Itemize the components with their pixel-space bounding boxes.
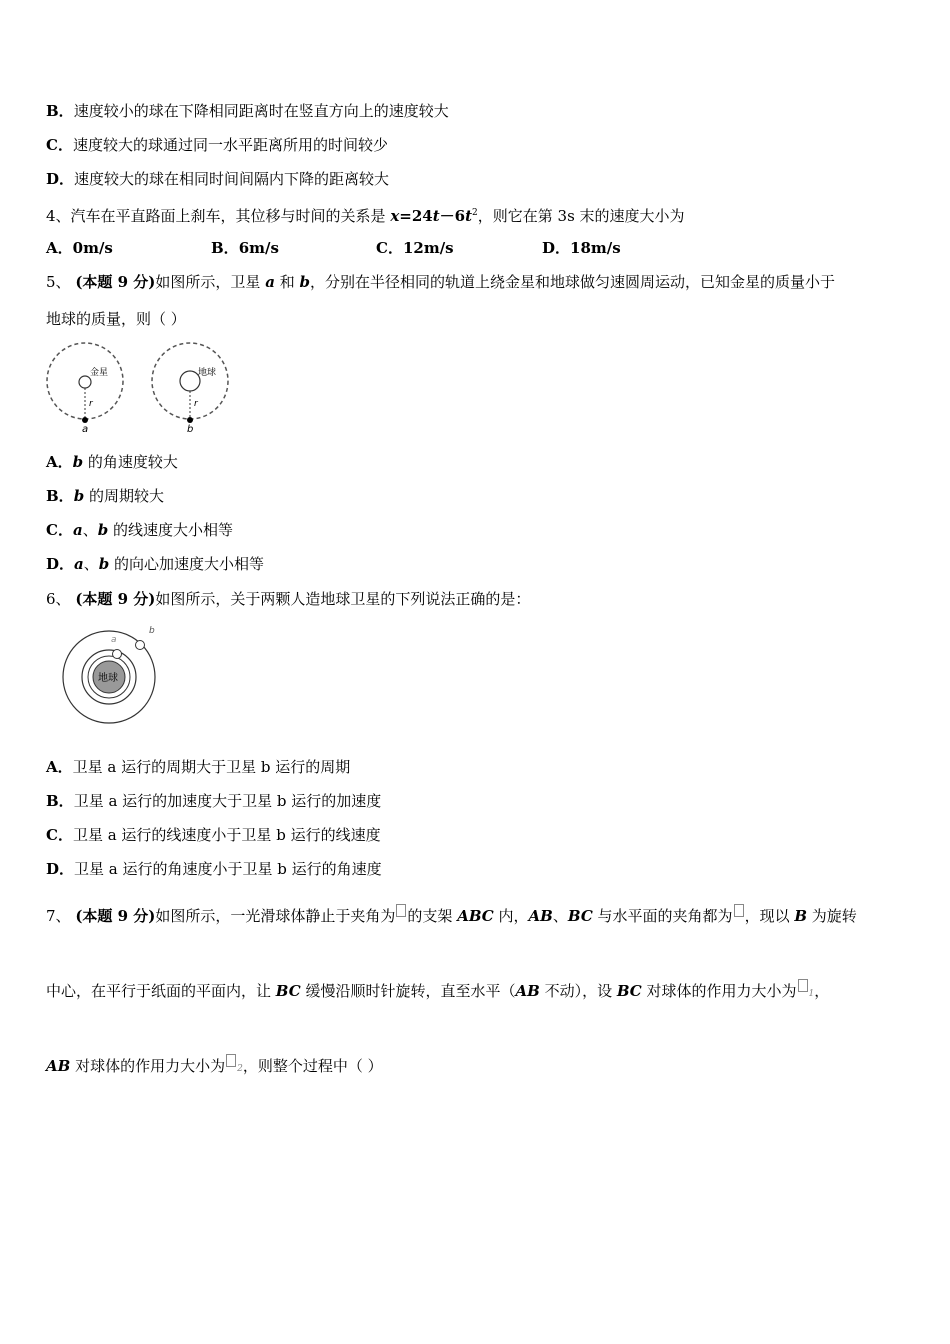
option-label: D． [46, 555, 75, 573]
var-a: a [265, 273, 275, 291]
var-a: a [74, 555, 84, 573]
missing-symbol-icon [798, 979, 808, 992]
option-text: 18m/s [570, 239, 621, 257]
var-ab: AB [46, 1057, 71, 1075]
var-b: B [794, 907, 808, 925]
q6-option-c [46, 824, 381, 846]
stem-text: 不动），设 [539, 982, 617, 1000]
option-label: B． [46, 487, 74, 505]
stem-text: 4、汽车在平直路面上刹车，其位移与时间的关系是 [46, 207, 391, 225]
formula-sup: 2 [472, 208, 478, 218]
var-b: b [98, 555, 110, 573]
q4-option-d [542, 237, 621, 259]
earth-planet [180, 371, 200, 391]
q5-option-a [46, 451, 178, 473]
stem-text: 与水平面的夹角都为 [592, 907, 733, 925]
q3-option-c [46, 134, 388, 156]
question-number: 6、 [46, 590, 71, 608]
var-b: b [73, 487, 85, 505]
stem-text: 如图所示，关于两颗人造地球卫星的下列说法正确的是： [155, 590, 531, 608]
venus-label: 金星 [90, 368, 109, 378]
option-text: 速度较大的球通过同一水平距离所用的时间较少 [72, 136, 388, 154]
option-text: 卫星 a 运行的角速度小于卫星 b 运行的角速度 [74, 860, 382, 878]
formula-part: =24 [399, 207, 433, 225]
satellite-b [187, 417, 193, 423]
missing-symbol-icon [396, 904, 406, 917]
option-text: 速度较大的球在相同时间间隔内下降的距离较大 [74, 170, 390, 188]
separator: 、 [83, 555, 99, 573]
stem-text: 和 [274, 273, 300, 291]
option-label: B． [46, 792, 74, 810]
q6-figure [58, 622, 168, 726]
satellite-a [113, 650, 122, 659]
option-label: C． [46, 136, 73, 154]
stem-text: 对球体的作用力大小为 [641, 982, 797, 1000]
stem-text: 的支架 [407, 907, 458, 925]
question-number: 7、 [46, 907, 71, 925]
stem-text: ，现以 [744, 907, 795, 925]
question-score: (本题 9 分) [75, 907, 156, 925]
separator: 、 [552, 907, 568, 925]
option-text: 6m/s [238, 239, 279, 257]
option-text: 速度较小的球在下降相同距离时在竖直方向上的速度较大 [73, 102, 449, 120]
radius-label: r [194, 399, 198, 409]
q5-figure [44, 340, 236, 436]
q7-stem-line2 [46, 979, 829, 1005]
q4-option-a [46, 237, 113, 259]
earth-label: 地球 [98, 673, 118, 684]
missing-symbol-icon [226, 1054, 236, 1067]
sat-a-label: a [111, 635, 117, 645]
q6-stem [46, 588, 530, 610]
q4-stem [46, 202, 685, 227]
q5-option-d [46, 553, 264, 575]
stem-text: ，则它在第 3s 末的速度大小为 [477, 207, 685, 225]
var-abc: ABC [457, 907, 494, 925]
stem-text: 内， [493, 907, 529, 925]
formula-part: －6 [439, 207, 466, 225]
var-bc: BC [275, 982, 301, 1000]
q3-option-d [46, 168, 389, 190]
option-label: C． [46, 826, 73, 844]
q5-option-b [46, 485, 164, 507]
q4-option-b [211, 237, 279, 259]
radius-label: r [89, 399, 93, 409]
option-text: 的角速度较大 [83, 453, 178, 471]
var-b: b [299, 273, 310, 291]
var-ab: AB [528, 907, 553, 925]
formula-var: t [465, 207, 473, 225]
q6-option-b [46, 790, 381, 812]
stem-text: 缓慢沿顺时针旋转，直至水平（ [300, 982, 516, 1000]
option-label: C． [46, 521, 73, 539]
stem-text: 如图所示，卫星 [155, 273, 266, 291]
satellite-a [82, 417, 88, 423]
option-label: D． [46, 860, 75, 878]
formula-var: t [432, 207, 440, 225]
stem-text: ，则整个过程中（ ） [242, 1057, 383, 1075]
option-text: 卫星 a 运行的加速度大于卫星 b 运行的加速度 [73, 792, 382, 810]
option-label: C． [376, 239, 403, 257]
q4-option-c [376, 237, 454, 259]
option-text: 的线速度大小相等 [108, 521, 233, 539]
var-b: b [72, 453, 84, 471]
stem-text: 对球体的作用力大小为 [70, 1057, 226, 1075]
q5-stem-line1 [46, 271, 835, 293]
stem-text: 中心，在平行于纸面的平面内，让 [46, 982, 276, 1000]
separator: 、 [82, 521, 98, 539]
option-text: 的周期较大 [84, 487, 164, 505]
question-score: (本题 9 分) [75, 273, 156, 291]
option-text: 12m/s [402, 239, 454, 257]
missing-symbol-icon [734, 904, 744, 917]
stem-text: 为旋转 [807, 907, 857, 925]
var-a: a [72, 521, 83, 539]
satellite-b [136, 641, 145, 650]
option-text: 卫星 a 运行的周期大于卫星 b 运行的周期 [72, 758, 351, 776]
q6-option-d [46, 858, 382, 880]
q7-stem-line3 [46, 1054, 383, 1080]
var-bc: BC [616, 982, 642, 1000]
stem-text: ，分别在半径相同的轨道上绕金星和地球做匀速圆周运动，已知金星的质量小于 [309, 273, 835, 291]
formula-var: x [390, 207, 400, 225]
option-label: B． [46, 102, 74, 120]
subscript: 1 [808, 989, 815, 999]
q7-stem-line1 [46, 904, 857, 927]
q3-option-b [46, 100, 449, 122]
option-label: A． [46, 239, 73, 257]
option-label: A． [46, 758, 73, 776]
stem-text: ， [814, 982, 830, 1000]
question-number: 5、 [46, 273, 71, 291]
q5-option-c [46, 519, 233, 541]
option-label: B． [211, 239, 239, 257]
option-text: 卫星 a 运行的线速度小于卫星 b 运行的线速度 [72, 826, 381, 844]
var-b: b [97, 521, 109, 539]
question-score: (本题 9 分) [75, 590, 156, 608]
option-label: A． [46, 453, 73, 471]
option-text: 的向心加速度大小相等 [109, 555, 265, 573]
earth-label: 地球 [198, 368, 217, 378]
var-ab: AB [515, 982, 540, 1000]
stem-text: 地球的质量，则（ ） [46, 310, 186, 328]
q5-stem-line2 [46, 308, 186, 330]
stem-text: 如图所示，一光滑球体静止于夹角为 [155, 907, 396, 925]
subscript: 2 [237, 1064, 243, 1074]
q6-option-a [46, 756, 350, 778]
sat-b-label: b [149, 626, 155, 636]
option-label: D． [542, 239, 571, 257]
option-label: D． [46, 170, 75, 188]
option-text: 0m/s [72, 239, 113, 257]
var-bc: BC [567, 907, 593, 925]
sat-a-label: a [82, 424, 89, 435]
sat-b-label: b [187, 424, 194, 435]
